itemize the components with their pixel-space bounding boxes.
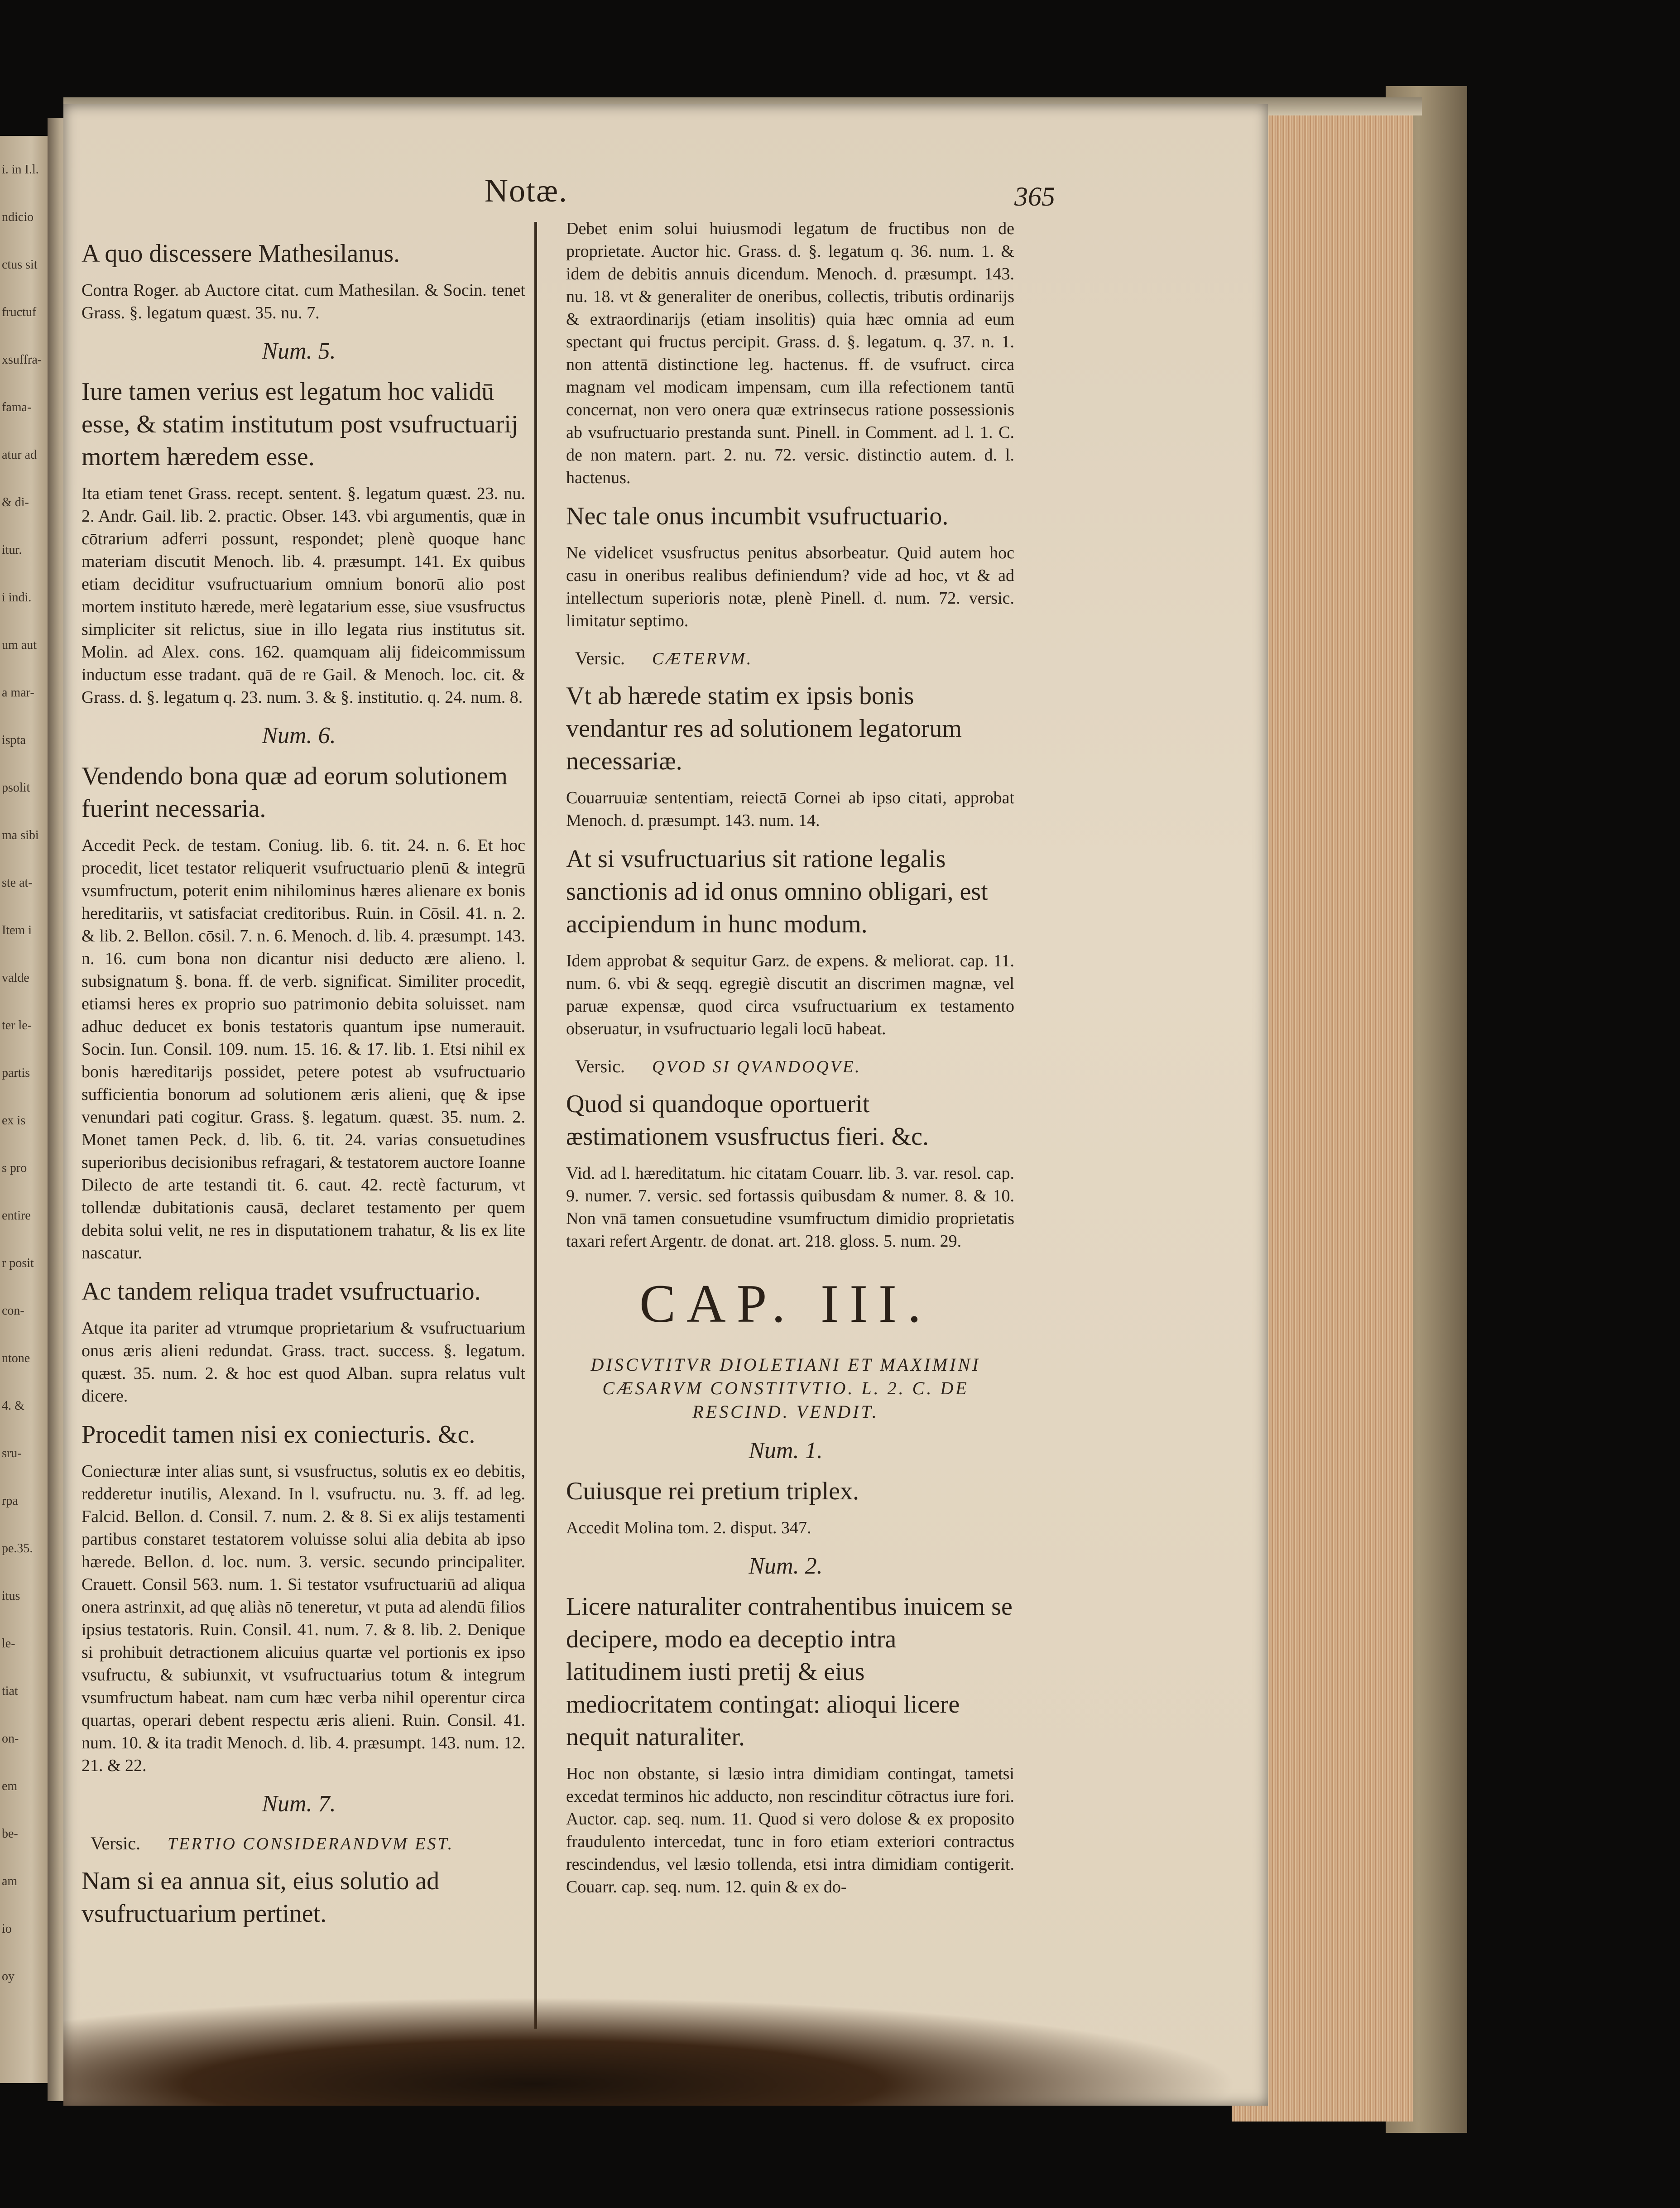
margin-fragment: le-	[2, 1637, 15, 1651]
right-lemma: Nec tale onus incumbit vsufructuario.	[566, 502, 949, 530]
margin-fragment: oy	[2, 1969, 14, 1983]
margin-fragment: ntone	[2, 1351, 30, 1365]
margin-fragment: um aut	[2, 638, 37, 652]
left-lemma: Nam si ea annua sit, eius solutio ad vsufructuarium pertinet.	[82, 1867, 440, 1928]
chapter-num-heading: Num. 2.	[749, 1553, 823, 1579]
margin-fragment: be-	[2, 1827, 18, 1841]
chapter-section	[557, 1272, 1014, 1906]
margin-fragment: & di-	[2, 495, 29, 509]
margin-fragment: a mar-	[2, 686, 34, 700]
left-lemma: Iure tamen verius est legatum hoc validū esse, & statim institutum post vsufructuarij mortem hæredem esse.	[82, 378, 518, 471]
running-header: Notæ.	[485, 173, 568, 209]
right-lemma: Quod si quandoque oportuerit æstimationem vsusfructus fieri. &c.	[566, 1090, 929, 1151]
margin-fragment: rpa	[2, 1494, 18, 1508]
versic-label: Versic.	[575, 1056, 625, 1076]
left-lemma: Procedit tamen nisi ex coniecturis. &c.	[82, 1421, 475, 1449]
column-rule	[534, 222, 537, 2029]
margin-fragment: ispta	[2, 733, 26, 747]
margin-fragment: xsuffra-	[2, 353, 42, 367]
margin-fragment: psolit	[2, 781, 30, 795]
chapter-lemma: Licere naturaliter contrahentibus inuicem se decipere, modo ea deceptio intra latitudinem iusti pretij & eius mediocritatem contingat: alioqui licere nequit naturaliter.	[566, 1593, 1013, 1751]
margin-fragment: entire	[2, 1209, 31, 1223]
margin-fragment: pe.35.	[2, 1541, 33, 1555]
chapter-subtitle: DISCVTITVR DIOLETIANI ET MAXIMINI CÆSARVM CONSTITVTIO. L. 2. C. DE RESCIND. VENDIT.	[590, 1354, 981, 1422]
margin-fragment: valde	[2, 971, 29, 985]
right-note: Vid. ad l. hæreditatum. hic citatam Couarr. lib. 3. var. resol. cap. 9. numer. 7. versic. sed fortassis quibusdam & numer. 8. & 10. Non vnā tamen consuetudine vsumfructum dimidio proprietatis taxari refert Argentr. de donat. art. 218. gloss. 5. num. 29.	[566, 1164, 1014, 1251]
versic-text: QVOD SI QVANDOQVE.	[652, 1057, 861, 1076]
left-note: Ita etiam tenet Grass. recept. sentent. §. legatum quæst. 23. nu. 2. Andr. Gail. lib. 2. practic. Obser. 143. vbi argumentis, quæ in cōtrarium adferri possunt, respondet; plenè quoque hanc materiam discutit Menoch. lib. 4. præsumpt. 141. Ex quibus etiam deciditur vsufructuarium omnium bonorū alio post mortem instituto hærede, merè legatarium esse, siue vsusfructus simpliciter sit relictus, siue in illo legata rius institutus sit. Molin. ad Alex. cons. 162. quamquam alij fideicommissum inductum esse tradant. quā de re Gail. & Menoch. loc. cit. & Grass. d. §. legatum q. 23. num. 3. & §. institutio. q. 24. num. 8.	[82, 484, 525, 707]
left-lemma: Ac tandem reliqua tradet vsufructuario.	[82, 1277, 481, 1306]
right-note: Idem approbat & sequitur Garz. de expens. & meliorat. cap. 11. num. 6. vbi & seqq. egregiè discutit an discrimen magnæ, vel paruæ expensæ, quod circa vsufructuarium ex testamento obseruatur, in vsufructuario legali locū habeat.	[566, 951, 1014, 1038]
margin-fragment: ndicio	[2, 210, 34, 224]
left-num-heading: Num. 7.	[262, 1791, 336, 1817]
left-column	[72, 226, 525, 1939]
margin-fragment: ma sibi	[2, 828, 39, 842]
margin-fragment: Item i	[2, 923, 32, 937]
margin-fragment: s pro	[2, 1161, 27, 1175]
left-lemma: Vendendo bona quæ ad eorum solutionem fuerint necessaria.	[82, 762, 508, 823]
versic-label: Versic.	[575, 648, 625, 668]
margin-fragment: i. in I.l.	[2, 163, 39, 177]
margin-fragment: 4. &	[2, 1399, 24, 1413]
left-versic	[91, 1833, 525, 1854]
margin-fragment: io	[2, 1922, 12, 1936]
margin-fragment: ex is	[2, 1114, 26, 1128]
margin-fragment: ste at-	[2, 876, 33, 890]
margin-fragment: on-	[2, 1732, 19, 1746]
right-note: Ne videlicet vsusfructus penitus absorbeatur. Quid autem hoc casu in oneribus realibus definiendum? vide ad hoc, vt & ad intellectum superioris notæ, plenè Pinell. d. num. 72. versic. limitatur septimo.	[566, 543, 1014, 630]
left-lemma: A quo discessere Mathesilanus.	[82, 240, 400, 268]
left-note: Coniecturæ inter alias sunt, si vsusfructus, solutis ex eo debitis, redderetur inutilis, Alexand. In l. vsufructu. nu. 3. ff. ad leg. Falcid. Bellon. d. Consil. 7. num. 2. & 8. Si ex alijs testamenti partibus constaret testatorem voluisse solui alia debita ab ipso hærede. Bellon. d. loc. num. 3. versic. secundo principaliter. Crauett. Consil 563. num. 1. Si testator vsufructuariū ad aliqua onera astrinxit, ad quę aliàs nō teneretur, vt puta ad alendū filios ipsius testatoris. Ruin. Consil. 41. num. 7. & 8. lib. 2. Denique si prohibuit detractionem alicuius quartæ vel portionis ex ipso vsufructu, & subiunxit, vt vsufructuarius totum & integrum vsumfructum habeat. nam cum hæc verba nihil operentur circa quartas, operari debent respectu æris alieni. Ruin. Consil. 41. num. 10. & ita tradit Menoch. d. lib. 4. præsumpt. 143. num. 12. 21. & 22.	[82, 1462, 525, 1775]
page-number: 365	[1014, 182, 1055, 211]
left-note: Accedit Peck. de testam. Coniug. lib. 6. tit. 24. n. 6. Et hoc procedit, licet testator reliquerit vsufructuario plenū & integrū vsumfructum, poterit enim nihilominus hæres alienare ex bonis hereditariis, vt satisfaciat creditoribus. Ruin. in Cōsil. 41. n. 2. & lib. 2. Bellon. cōsil. 7. n. 6. Menoch. d. lib. 4. præsumpt. 143. n. 16. cum bona non dicantur nisi deducto ære alieno. l. subsignatum §. bona. ff. de verb. significat. Similiter procedit, etiamsi heres ex proprio suo patrimonio debita soluisset. nam adhuc deducet ex bonis testatoris quantum ipse numerauit. Socin. Iun. Consil. 109. num. 15. 16. & 17. lib. 1. Etsi nihil ex bonis hæreditarijs possidet, petere potest ab vsufructuario sufficientia bonorum ad solutionem æris alieni, quę & ipse venundari pati cogitur. Grass. §. legatum. quæst. 35. num. 2. Monet tamen Peck. d. lib. 6. tit. 24. varias consuetudines superioribus decisionibus refragari, & testatorem auctore Ioanne Dilecto de arte testandi tit. 6. caut. 42. rectè facturum, vt tollendæ dubitationis causā, declaret testamento per quem debita solui velit, ne res in disputationem trahatur, & lis ex lite nascatur.	[82, 836, 525, 1262]
left-num-heading: Num. 5.	[262, 338, 336, 364]
margin-fragment: i indi.	[2, 590, 32, 605]
margin-fragment: fructuf	[2, 305, 37, 319]
right-column	[557, 217, 1014, 1260]
margin-fragment: ter le-	[2, 1018, 32, 1032]
right-lemma: Vt ab hærede statim ex ipsis bonis vendantur res ad solutionem legatorum necessariæ.	[566, 682, 962, 775]
right-versic	[575, 1056, 1014, 1077]
margin-fragment: sru-	[2, 1446, 22, 1460]
right-note: Debet enim solui huiusmodi legatum de fructibus non de proprietate. Auctor hic. Grass. d. §. legatum q. 36. num. 1. & idem de debitis annuis dicendum. Menoch. d. præsumpt. 143. nu. 18. vt & generaliter de oneribus, collectis, tributis ordinarijs & extraordinarijs (etiam insolitis) quia hæc omnia ad eum spectant qui fructus percipit. Grass. d. §. legatum. q. 37. n. 1. non attentā distinctione leg. hactenus. ff. de vsufruct. circa magnam vel modicam impensam, cum illa refectionem tantū concernat, non vero onera quæ extrinsecus ratione possessionis ab vsufructuario prestanda sunt. Pinell. in Comment. ad l. 1. C. de non matern. part. 2. nu. 72. versic. distinctio autem. d. l. hactenus.	[566, 219, 1014, 487]
right-lemma: At si vsufructuarius sit ratione legalis sanctionis ad id onus omnino obligari, est accipiendum in hunc modum.	[566, 845, 988, 938]
left-note: Contra Roger. ab Auctore citat. cum Mathesilan. & Socin. tenet Grass. §. legatum quæst. 35. nu. 7.	[82, 281, 525, 322]
margin-fragment: itur.	[2, 543, 22, 557]
margin-fragment: con-	[2, 1304, 24, 1318]
margin-fragment: tiat	[2, 1684, 18, 1698]
margin-fragment: partis	[2, 1066, 30, 1080]
left-note: Atque ita pariter ad vtrumque proprietarium & vsufructuarium onus æris alieni redundat. Grass. tract. success. §. legatum. quæst. 35. num. 2. & hoc est quod Alban. supra relatus vult dicere.	[82, 1319, 525, 1406]
versic-text: CÆTERVM.	[652, 649, 753, 668]
margin-fragment: am	[2, 1874, 18, 1888]
burn-damage	[63, 1997, 1241, 2106]
margin-fragment: r posit	[2, 1256, 34, 1270]
page	[63, 104, 1268, 2106]
margin-fragment: fama-	[2, 400, 32, 414]
chapter-note: Accedit Molina tom. 2. disput. 347.	[566, 1518, 811, 1537]
margin-fragment: em	[2, 1779, 18, 1793]
right-versic	[575, 648, 1014, 669]
margin-fragment: atur ad	[2, 448, 37, 462]
margin-fragment: ctus sit	[2, 258, 38, 272]
left-page-fragment	[0, 136, 52, 2083]
chapter-lemma: Cuiusque rei pretium triplex.	[566, 1477, 859, 1505]
left-num-heading: Num. 6.	[262, 723, 336, 749]
chapter-note: Hoc non obstante, si læsio intra dimidiam contingat, tametsi excedat terminos hic adducto, non rescinditur cōtractus iure fori. Auctor. cap. seq. num. 11. Quod si vero dolose & ex proposito fraudulento intercedat, tunc in foro etiam exteriori contractus rescindendus, vel læsio tollenda, etsi intra dimidiam contigerit. Couarr. cap. seq. num. 12. quin & ex do-	[566, 1764, 1014, 1896]
margin-fragment: itus	[2, 1589, 20, 1603]
versic-label: Versic.	[91, 1833, 140, 1853]
chapter-num-heading: Num. 1.	[749, 1438, 823, 1464]
chapter-heading: CAP. III.	[639, 1273, 932, 1334]
versic-text: TERTIO CONSIDERANDVM EST.	[167, 1834, 454, 1853]
right-note: Couarruuiæ sententiam, reiectā Cornei ab ipso citati, approbat Menoch. d. præsumpt. 143. num. 14.	[566, 788, 1014, 830]
